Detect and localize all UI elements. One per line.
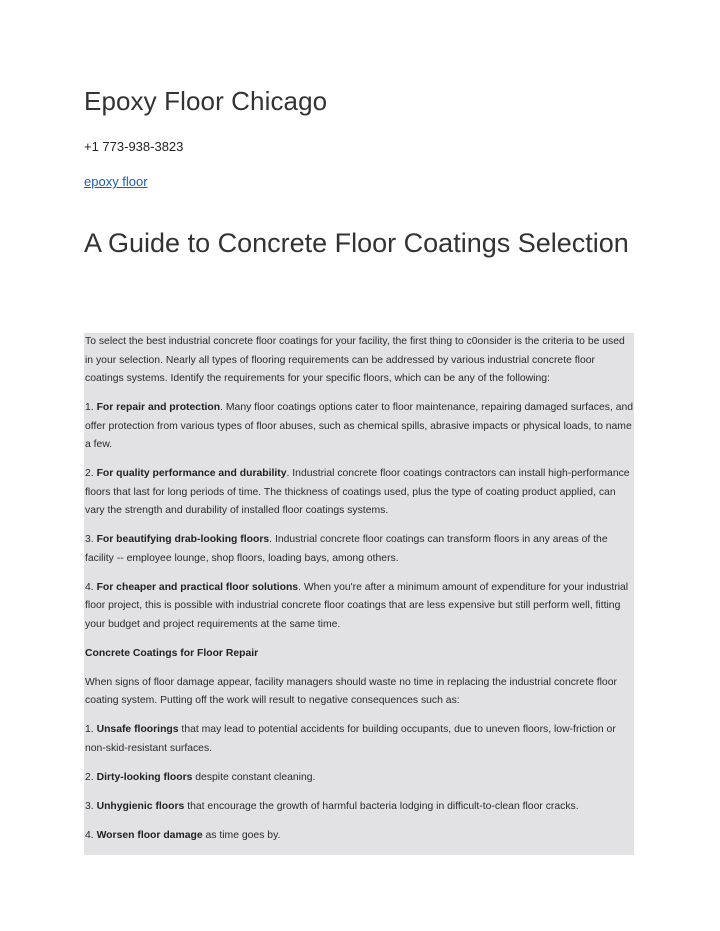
criteria-heading: For beautifying drab-looking floors: [96, 534, 270, 545]
site-title: Epoxy Floor Chicago: [84, 86, 328, 116]
epoxy-floor-link[interactable]: epoxy floor: [84, 174, 148, 189]
article-content: [84, 333, 634, 855]
section-intro: When signs of floor damage appear, facility managers should waste no time in replacing the industrial concrete floor coating system. Putting off the work will result to negative consequences such as:: [85, 676, 617, 706]
consequence-heading: Unhygienic floors: [96, 800, 185, 812]
phone-number: +1 773-938-3823: [84, 139, 184, 154]
criteria-item: 4. For cheaper and practical floor solutions. When you're after a minimum amount of expenditure for your industrial floor project, this is possible with industrial concrete floor coatings that are less expensive but still perform well, fitting your budget and project requirements at the same time.: [85, 581, 629, 630]
criteria-item: 3. For beautifying drab-looking floors. Industrial concrete floor coatings can transform floors in any areas of the facility -- employee lounge, shop floors, loading bays, among others.: [85, 534, 608, 564]
criteria-heading: For quality performance and durability: [96, 468, 287, 479]
consequence-heading: Unsafe floorings: [96, 724, 179, 735]
criteria-heading: For repair and protection: [96, 402, 221, 413]
consequence-item: 3. Unhygienic floors that encourage the growth of harmful bacteria lodging in difficult-to-clean floor cracks.: [85, 800, 579, 812]
criteria-item: 1. For repair and protection. Many floor coatings options cater to floor maintenance, repairing damaged surfaces, and offer protection from various types of floor abuses, such as chemical spills, abrasive impacts or physical loads, to name a few.: [85, 402, 634, 450]
intro-paragraph: To select the best industrial concrete floor coatings for your facility, the first thing to c0onsider is the criteria to be used in your selection. Nearly all types of flooring requirements can be addressed by various industrial concrete floor coatings systems. Identify the requirements for your specific floors, which can be any of the following:: [85, 336, 625, 384]
consequence-item: 2. Dirty-looking floors despite constant cleaning.: [85, 771, 316, 783]
consequence-heading: Dirty-looking floors: [96, 771, 193, 783]
article-title: A Guide to Concrete Floor Coatings Selection: [84, 228, 629, 258]
consequence-item: 4. Worsen floor damage as time goes by.: [85, 829, 281, 841]
criteria-item: 2. For quality performance and durability. Industrial concrete floor coatings contractors can install high-performance floors that last for long periods of time. The thickness of coatings used, plus the type of coating product applied, can vary the strength and durability of installed floor coatings systems.: [85, 468, 630, 516]
criteria-heading: For cheaper and practical floor solutions: [96, 581, 299, 593]
consequence-heading: Worsen floor damage: [96, 829, 203, 841]
section-heading: Concrete Coatings for Floor Repair: [85, 647, 259, 659]
consequence-item: 1. Unsafe floorings that may lead to potential accidents for building occupants, due to uneven floors, low-friction or non-skid-resistant surfaces.: [85, 724, 616, 754]
